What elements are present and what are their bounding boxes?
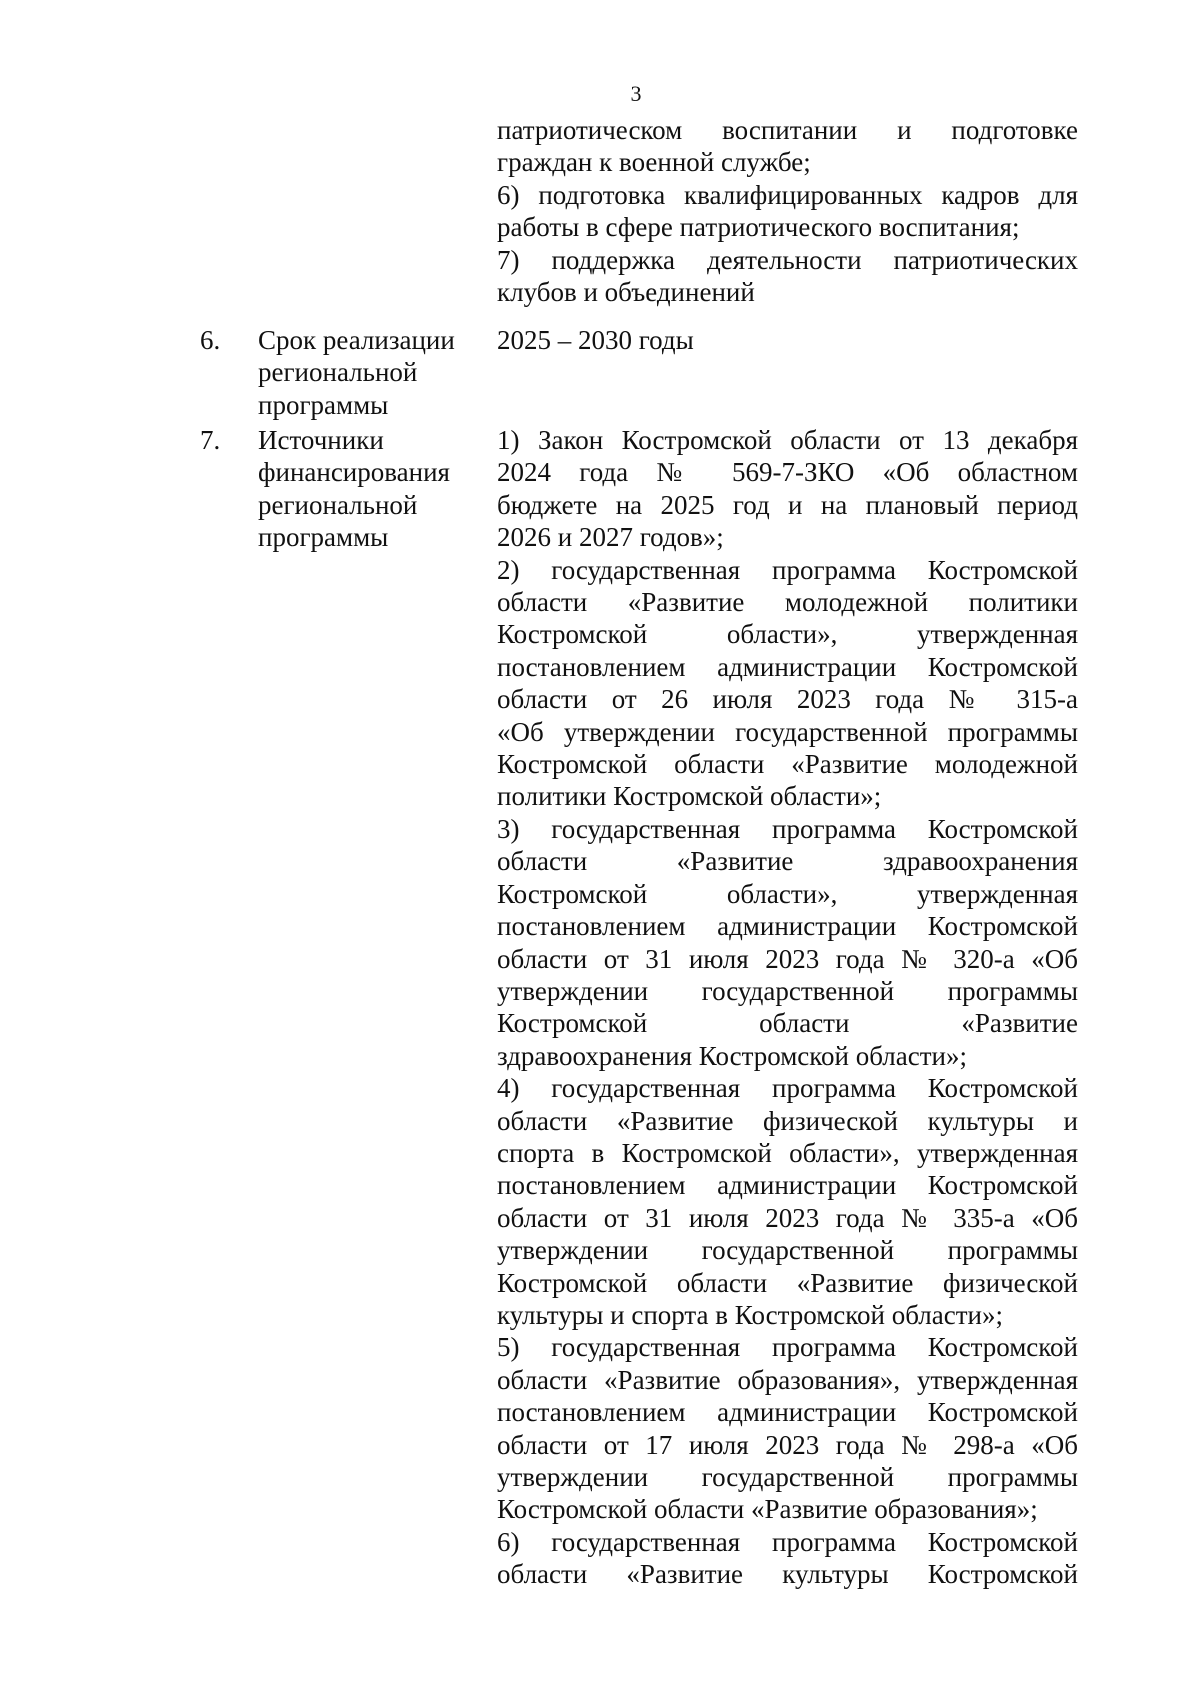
row-number: 6. bbox=[200, 325, 221, 355]
source-item-2: 2) государственная программа Костромской области «Развитие молодежной политики Костромской области», утвержденная постановлением администрации Костромской области от 26 июля 2023 года № 315-а «Об утверждении государственной программы Костромской области «Развитие молодежной политики Костромской области»; bbox=[497, 554, 1078, 812]
page-number: 3 bbox=[630, 81, 642, 106]
tasks-item-continuation: патриотическом воспитании и подготовке граждан к военной службе; bbox=[497, 115, 1078, 178]
row-number: 7. bbox=[200, 425, 221, 455]
row-label: Источники финансирования региональной программы bbox=[258, 425, 450, 553]
source-item-3: 3) государственная программа Костромской области «Развитие здравоохранения Костромской области», утвержденная постановлением администрации Костромской области от 31 июля 2023 года № 320-а «Об утверждении государственной программы Костромской области «Развитие здравоохранения Костромской области»; bbox=[497, 813, 1078, 1071]
row-value: 2025 – 2030 годы bbox=[497, 325, 694, 355]
tasks-continuation bbox=[497, 114, 1078, 308]
source-item-4: 4) государственная программа Костромской области «Развитие физической культуры и спорта в Костромской области», утвержденная постановлением администрации Костромской области от 31 июля 2023 года № 335-а «Об утверждении государственной программы Костромской области «Развитие физической культуры и спорта в Костромской области»; bbox=[497, 1073, 1078, 1330]
task-item-6: 6) подготовка квалифицированных кадров для работы в сфере патриотического воспитания; bbox=[497, 179, 1078, 243]
row-label: Срок реализации региональной программы bbox=[258, 325, 455, 420]
source-item-1: 1) Закон Костромской области от 13 декабря 2024 года № 569-7-ЗКО «Об областном бюджете на 2025 год и на плановый период 2026 и 2027 годов»; bbox=[497, 425, 1078, 553]
task-item-7: 7) поддержка деятельности патриотических клубов и объединений bbox=[497, 244, 1078, 308]
funding-sources bbox=[497, 424, 1078, 1591]
source-item-5: 5) государственная программа Костромской области «Развитие образования», утвержденная постановлением администрации Костромской области от 17 июля 2023 года № 298-а «Об утверждении государственной программы Костромской области «Развитие образования»; bbox=[497, 1332, 1078, 1525]
source-item-6: 6) государственная программа Костромской области «Развитие культуры Костромской bbox=[497, 1526, 1078, 1590]
